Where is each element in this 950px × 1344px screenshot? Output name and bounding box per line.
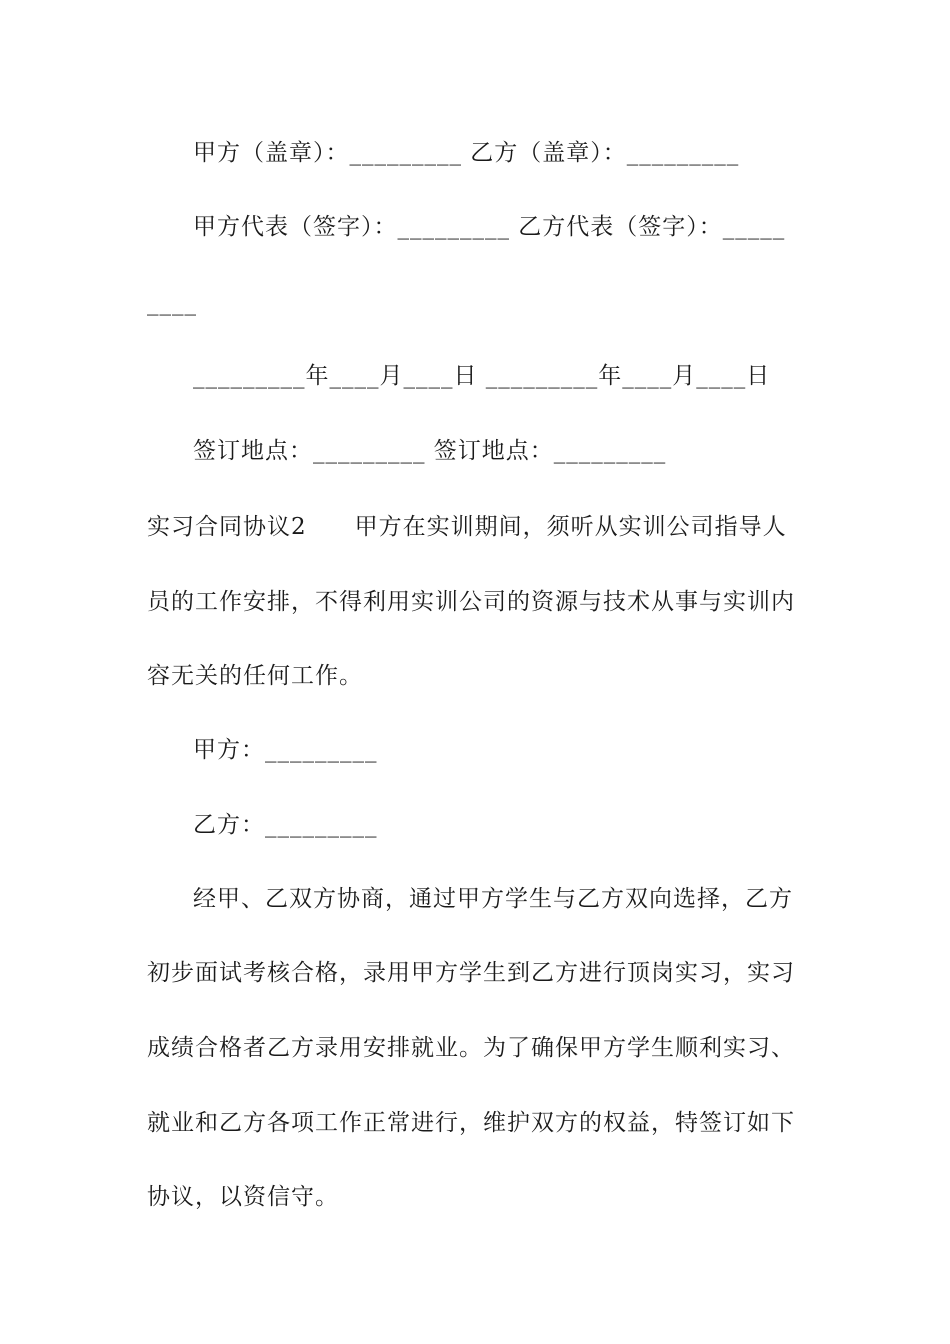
signing-date-line: _________年____月____日 _________年____月____日 (193, 363, 771, 389)
agreement-paragraph-line: 经甲、乙双方协商，通过甲方学生与乙方双向选择，乙方 (193, 886, 793, 912)
seal-line: 甲方（盖章）：_________ 乙方（盖章）：_________ (193, 140, 740, 166)
agreement-paragraph-line: 就业和乙方各项工作正常进行，维护双方的权益，特签订如下 (147, 1110, 795, 1136)
section2-paragraph-line: 容无关的任何工作。 (147, 663, 363, 689)
agreement-paragraph-line: 初步面试考核合格，录用甲方学生到乙方进行顶岗实习，实习 (147, 960, 795, 986)
agreement-paragraph-line: 协议，以资信守。 (147, 1184, 339, 1210)
party-a-line: 甲方：_________ (193, 737, 378, 763)
representative-signature-line-continued: ____ (147, 290, 197, 316)
representative-signature-line: 甲方代表（签字）：_________ 乙方代表（签字）：_____ (193, 214, 786, 240)
party-b-line: 乙方：_________ (193, 812, 378, 838)
section2-paragraph-line: 员的工作安排，不得利用实训公司的资源与技术从事与实训内 (147, 589, 795, 615)
section2-paragraph-line: 实习合同协议2 甲方在实训期间，须听从实训公司指导人 (147, 514, 787, 540)
agreement-paragraph-line: 成绩合格者乙方录用安排就业。为了确保甲方学生顺利实习、 (147, 1035, 795, 1061)
signing-place-line: 签订地点：_________ 签订地点：_________ (193, 438, 667, 464)
